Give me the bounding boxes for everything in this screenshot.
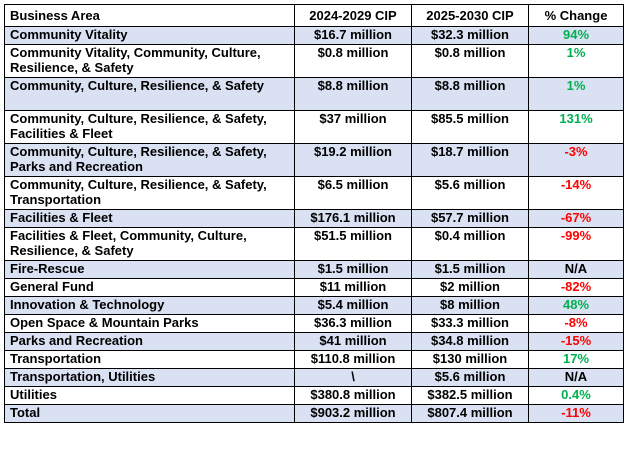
table-row: [5, 144, 624, 177]
cell-cip-2024-2029: $51.5 million: [295, 228, 412, 261]
cell-cip-2025-2030: $18.7 million: [412, 144, 529, 177]
cell-cip-2025-2030: $8 million: [412, 297, 529, 315]
cell-cip-2025-2030: $2 million: [412, 279, 529, 297]
header-row: [5, 5, 624, 27]
cell-cip-2025-2030: $57.7 million: [412, 210, 529, 228]
cell-cip-2024-2029: $110.8 million: [295, 351, 412, 369]
cell-cip-2024-2029: \: [295, 369, 412, 387]
cell-business-area: Innovation & Technology: [5, 297, 295, 315]
cell-percent-change: 1%: [529, 45, 624, 78]
table-row: [5, 111, 624, 144]
cell-cip-2025-2030: $33.3 million: [412, 315, 529, 333]
cell-cip-2025-2030: $5.6 million: [412, 177, 529, 210]
cell-cip-2024-2029: $37 million: [295, 111, 412, 144]
cell-business-area: Community, Culture, Resilience, & Safety, Facilities & Fleet: [5, 111, 295, 144]
cell-cip-2025-2030: $1.5 million: [412, 261, 529, 279]
cell-cip-2024-2029: $380.8 million: [295, 387, 412, 405]
cell-business-area: Community, Culture, Resilience, & Safety, Parks and Recreation: [5, 144, 295, 177]
table-row: [5, 177, 624, 210]
table-row: [5, 297, 624, 315]
cell-cip-2024-2029: $903.2 million: [295, 405, 412, 423]
cell-business-area: Fire-Rescue: [5, 261, 295, 279]
cell-cip-2025-2030: $32.3 million: [412, 27, 529, 45]
cell-business-area: Facilities & Fleet: [5, 210, 295, 228]
cell-percent-change: 0.4%: [529, 387, 624, 405]
cell-cip-2024-2029: $0.8 million: [295, 45, 412, 78]
cell-business-area: Transportation, Utilities: [5, 369, 295, 387]
cell-business-area: Community, Culture, Resilience, & Safety: [5, 78, 295, 111]
table-row: [5, 351, 624, 369]
table-row: [5, 228, 624, 261]
cell-cip-2024-2029: $176.1 million: [295, 210, 412, 228]
cell-business-area: Community Vitality: [5, 27, 295, 45]
cell-business-area: Parks and Recreation: [5, 333, 295, 351]
cell-percent-change: -67%: [529, 210, 624, 228]
table-row: [5, 369, 624, 387]
cell-cip-2025-2030: $85.5 million: [412, 111, 529, 144]
cell-cip-2024-2029: $36.3 million: [295, 315, 412, 333]
cell-business-area: Community Vitality, Community, Culture, Resilience, & Safety: [5, 45, 295, 78]
cell-cip-2025-2030: $8.8 million: [412, 78, 529, 111]
cell-cip-2024-2029: $1.5 million: [295, 261, 412, 279]
cell-cip-2025-2030: $807.4 million: [412, 405, 529, 423]
cell-percent-change: -3%: [529, 144, 624, 177]
table-row: [5, 279, 624, 297]
cell-cip-2024-2029: $16.7 million: [295, 27, 412, 45]
cell-cip-2025-2030: $0.8 million: [412, 45, 529, 78]
cell-percent-change: -15%: [529, 333, 624, 351]
cell-percent-change: N/A: [529, 369, 624, 387]
header-business-area: Business Area: [5, 5, 295, 27]
cell-cip-2025-2030: $130 million: [412, 351, 529, 369]
cell-cip-2024-2029: $11 million: [295, 279, 412, 297]
cell-percent-change: 1%: [529, 78, 624, 111]
cell-business-area: Open Space & Mountain Parks: [5, 315, 295, 333]
table-row: [5, 78, 624, 111]
table-body: [5, 27, 624, 423]
cell-business-area: General Fund: [5, 279, 295, 297]
table-row: [5, 45, 624, 78]
header-percent-change: % Change: [529, 5, 624, 27]
cip-comparison-table: [4, 4, 624, 423]
cell-percent-change: -99%: [529, 228, 624, 261]
table-row: [5, 333, 624, 351]
table-row: [5, 387, 624, 405]
cell-cip-2024-2029: $5.4 million: [295, 297, 412, 315]
cell-percent-change: 94%: [529, 27, 624, 45]
cell-business-area: Community, Culture, Resilience, & Safety, Transportation: [5, 177, 295, 210]
cell-business-area: Total: [5, 405, 295, 423]
cell-business-area: Utilities: [5, 387, 295, 405]
table-row: [5, 210, 624, 228]
cell-cip-2024-2029: $19.2 million: [295, 144, 412, 177]
cell-cip-2024-2029: $8.8 million: [295, 78, 412, 111]
table-row: [5, 315, 624, 333]
cell-cip-2024-2029: $6.5 million: [295, 177, 412, 210]
header-cip-2024-2029: 2024-2029 CIP: [295, 5, 412, 27]
cell-percent-change: -11%: [529, 405, 624, 423]
cell-cip-2025-2030: $0.4 million: [412, 228, 529, 261]
cell-cip-2025-2030: $5.6 million: [412, 369, 529, 387]
cell-percent-change: N/A: [529, 261, 624, 279]
cell-percent-change: 17%: [529, 351, 624, 369]
cell-percent-change: 48%: [529, 297, 624, 315]
cell-cip-2025-2030: $34.8 million: [412, 333, 529, 351]
cell-percent-change: -82%: [529, 279, 624, 297]
table-row: [5, 27, 624, 45]
header-cip-2025-2030: 2025-2030 CIP: [412, 5, 529, 27]
cell-percent-change: 131%: [529, 111, 624, 144]
table-row: [5, 261, 624, 279]
table-row: [5, 405, 624, 423]
cell-cip-2025-2030: $382.5 million: [412, 387, 529, 405]
cell-business-area: Facilities & Fleet, Community, Culture, Resilience, & Safety: [5, 228, 295, 261]
cell-cip-2024-2029: $41 million: [295, 333, 412, 351]
cell-percent-change: -8%: [529, 315, 624, 333]
cell-percent-change: -14%: [529, 177, 624, 210]
cell-business-area: Transportation: [5, 351, 295, 369]
